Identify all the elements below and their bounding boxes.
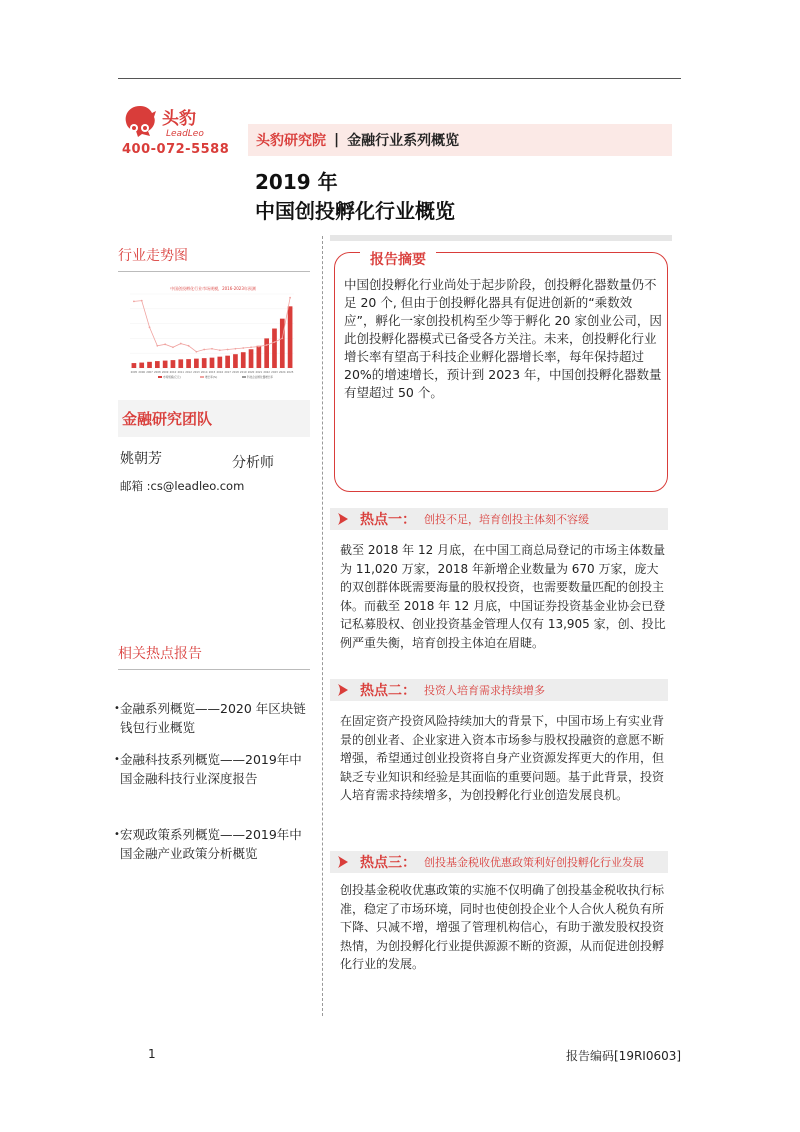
chart-growth-point [188,345,190,347]
wedge-icon [334,682,350,698]
related-item-text: 金融科技系列概览——2019年中国金融科技行业深度报告 [120,752,302,786]
chart-bar [132,363,137,368]
chart-bar [249,349,254,368]
chart-bar [147,362,152,368]
chart-bar [233,354,238,368]
bullet-icon: • [114,829,120,840]
chart-growth-point [195,351,197,353]
analyst-email[interactable]: 邮箱 :cs@leadleo.com [120,479,245,493]
chart-x-label: 2005 [130,371,138,374]
analyst-role: 分析师 [232,455,274,471]
org-name: 头豹研究院 [256,133,326,149]
hotspot-header [330,508,668,530]
chart-bar [241,352,246,368]
chart-x-label: 2009 [161,371,169,374]
leadleo-logo [120,100,230,140]
chart-x-label: 2015 [208,371,216,374]
chart-bar [171,360,176,368]
brand-en: LeadLeo [166,129,204,139]
chart-x-label: 2025 [286,371,294,374]
chart-x-label: 2022 [263,371,270,374]
chart-bar [186,359,191,368]
hotspot-header [330,679,668,701]
chart-x-label: 2023 [271,371,278,374]
chart-growth-point [289,297,291,299]
chart-growth-point [149,326,151,328]
chart-bar [202,358,207,368]
hotspot-desc: 投资人培育需求持续增多 [424,684,545,697]
chart-legend-label: 增长率(%) [205,376,218,380]
chart-bar [194,359,199,368]
hotspot-desc: 创投不足，培育创投主体刻不容缓 [424,513,589,526]
chart-growth-point [242,347,244,349]
chart-x-label: 2011 [177,371,185,374]
summary-body: 中国创投孵化行业尚处于起步阶段，创投孵化器数量仍不足 20 个, 但由于创投孵化器具有促进创新的“乘数效应”，孵化一家创投机构至少等于孵化 20 家创业公司，因此创投孵化器模式已备受各方关注。未来，创投孵化行业增长率有望高于科技企业孵化器增长率，每年保持超过 20%的增速增长，预计到 2023 年，中国创投孵化器数量有望超过 50 个。 [344,277,662,400]
chart-x-label: 2007 [146,371,153,374]
team-heading: 金融研究团队 [118,400,310,437]
bullet-icon: • [114,754,120,765]
chart-bar [225,356,230,368]
chart-growth-point [219,349,221,351]
hotspot-body: 创投基金税收优惠政策的实施不仅明确了创投基金税收执行标准，稳定了市场环境，同时也使创投企业个人合伙人税负有所下降、只减不增，增强了管理机构信心，有助于激发股权投资热情，为创投孵化行业提供源源不断的资源，从而促进创投孵化行业的发展。 [340,883,665,971]
related-heading: 相关热点报告 [118,641,310,670]
chart-bar [257,346,262,368]
report-title [255,168,455,226]
hotspot-title: 热点一： [360,512,416,528]
chart-bar [155,361,160,368]
chart-title: 中国创投孵化行业市场规模，2016-2023年预测 [170,286,256,291]
chart-growth-point [266,344,268,346]
chart-growth-point [203,349,205,351]
title-year: 2019 年 [255,170,338,194]
brand-cn: 头豹 [162,109,196,129]
chart-bar [217,357,222,368]
chart-growth-point [164,343,166,345]
chart-growth-point [133,301,135,303]
chart-growth-point [156,345,158,347]
chart-growth-point [274,341,276,343]
chart-x-label: 2019 [239,371,247,374]
related-item-text: 宏观政策系列概览——2019年中国金融产业政策分析概览 [120,827,302,861]
chart-legend-swatch [200,376,204,378]
series-banner [248,124,672,156]
chart-x-label: 2017 [224,371,231,374]
summary-top-bar [330,235,672,241]
chart-bar [280,319,285,368]
hotspot-body: 截至 2018 年 12 月底，在中国工商总局登记的市场主体数量为 11,020 万家，2018 年新增企业数量为 670 万家，庞大的双创群体既需要海量的股权投资，也需要数量匹配的创投主体。而截至 2018 年 12 月底，中国证券投资基金业协会已登记私募股权、创业投资基金管理人仅有 13,905 家，创、投比例严重失衡，培育创投主体迫在眉睫。 [340,543,666,650]
wedge-icon [334,854,350,870]
chart-growth-point [281,338,283,340]
chart-growth-point [141,300,143,302]
chart-x-label: 2020 [247,371,255,374]
chart-growth-point [172,346,174,348]
hotspot-header [330,851,668,873]
chart-legend-label: 市场规模(亿元) [163,376,181,380]
analyst-name: 姚朝芳 [120,451,162,467]
chart-bar [264,338,269,368]
chart-x-label: 2018 [232,371,239,374]
related-item[interactable] [114,700,312,737]
chart-growth-point [227,349,229,351]
hotline-number: 400-072-5588 [122,142,230,157]
chart-bar [210,358,215,368]
title-main: 中国创投孵化行业概览 [255,199,455,223]
chart-legend-label: 科技企业孵化器增长率 [247,376,273,380]
chart-legend-swatch [158,376,162,378]
chart-legend-swatch [242,376,246,378]
hotspot-title: 热点二： [360,683,416,699]
related-item-text: 金融系列概览——2020 年区块链钱包行业概览 [120,701,306,735]
chart-growth-point [250,346,252,348]
related-item[interactable] [114,751,312,788]
series-name: 金融行业系列概览 [347,133,460,149]
report-code: 报告编码[19RI0603] [566,1049,682,1063]
chart-x-label: 2010 [169,371,177,374]
banner-separator: | [334,132,340,148]
column-divider [322,236,323,1016]
chart-bar [272,329,277,368]
chart-growth-point [258,346,260,348]
chart-bar [163,361,168,368]
chart-bar [288,306,293,368]
related-item[interactable] [114,826,312,863]
chart-x-label: 2012 [185,371,192,374]
chart-x-label: 2016 [216,371,224,374]
chart-x-label: 2014 [200,371,208,374]
chart-growth-point [235,348,237,350]
hotspot-desc: 创投基金税收优惠政策利好创投孵化行业发展 [424,856,644,869]
chart-x-label: 2013 [193,371,200,374]
top-rule [118,78,681,79]
bullet-icon: • [114,703,120,714]
chart-bar [139,363,144,368]
chart-growth-point [180,343,182,345]
hotspot-body: 在固定资产投资风险持续加大的背景下，中国市场上有实业背景的创业者、企业家进入资本市场参与股权投融资的意愿不断增强，希望通过创业投资将自身产业资源发挥更大的作用，但缺乏专业知识和经验是其面临的重要问题。基于此背景，投资人培育需求持续增多，为创投孵化行业创造发展良机。 [340,714,665,802]
trend-heading: 行业走势图 [118,243,310,272]
summary-heading: 报告摘要 [360,249,436,269]
chart-growth-point [211,348,213,350]
page-number: 1 [148,1047,156,1061]
trend-chart [118,282,308,382]
wedge-icon [334,511,350,527]
chart-x-label: 2008 [154,371,161,374]
leopard-icon [126,106,156,137]
chart-x-label: 2024 [278,371,286,374]
chart-x-label: 2021 [255,371,263,374]
hotspot-title: 热点三： [360,855,416,871]
chart-bar [178,359,183,368]
chart-x-label: 2006 [138,371,146,374]
